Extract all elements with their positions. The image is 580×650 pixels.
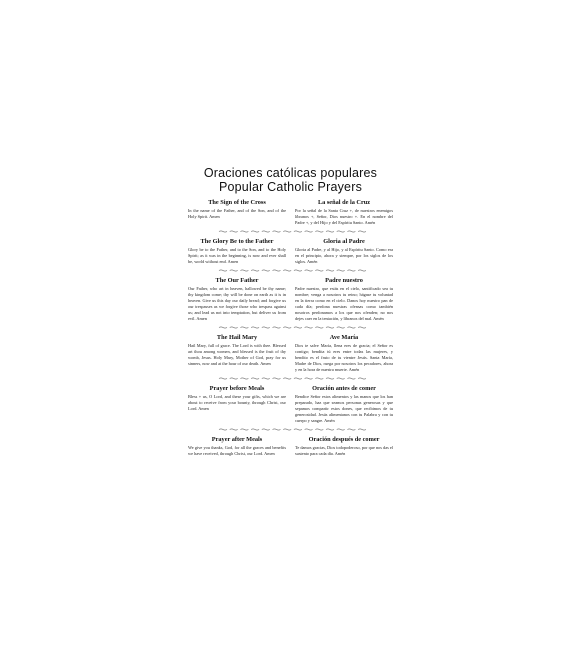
prayer-title-spanish: Gloria al Padre	[323, 238, 365, 245]
ornament-icon	[216, 230, 366, 233]
prayer-text-english: In the name of the Father, and of the Son, and of the Holy Spirit. Amen	[188, 208, 286, 219]
title-spanish: Oraciones católicas populares	[203, 166, 378, 180]
ornament-icon	[216, 377, 366, 380]
prayer-text-english: Hail Mary, full of grace. The Lord is with thee. Blessed art thou among women, and blessed is the fruit of thy womb, Jesus. Holy Mary, Mother of God, pray for us sinners, now and at the hour of our death. Amen	[188, 343, 286, 366]
prayer-text-english: Our Father, who art in heaven, hallowed be thy name; thy kingdom come; thy will be done on earth as it is in heaven. Give us this day our daily bread; and forgive us our trespasses as we forgive those who trespass against us; and lead us not into temptation, but deliver us from evil. Amen	[188, 286, 286, 321]
prayer-title-spanish: La señal de la Cruz	[317, 199, 371, 206]
prayer-section	[188, 277, 393, 322]
section-divider	[216, 326, 366, 329]
english-column	[188, 334, 286, 373]
prayer-text-spanish: Te damos gracias, Dios todopoderoso, por que nos das el sustento para cada día. Amén	[295, 445, 393, 456]
prayer-section	[188, 199, 393, 226]
prayer-title-english: The Our Father	[215, 277, 259, 284]
section-divider	[216, 428, 366, 431]
prayer-text-english: Bless + us, O Lord, and these your gifts, which we are about to receive from your bounty, through Christ, our Lord. Amen	[188, 394, 286, 411]
prayer-text-spanish: Bendice Señor estos alimentos y las manos que los han preparado, haz que seamos personas generosas y que sepamos compartir estos dones, que recibimos de tu generosidad. Jesús alimentanos con tu Palabra y con tu cuerpo y sangre. Amén	[295, 394, 393, 423]
spanish-column	[295, 238, 393, 265]
prayer-title-english: Prayer after Meals	[211, 436, 263, 443]
prayer-text-spanish: Gloria al Padre, y al Hijo, y al Espíritu Santo. Como era en el principio, ahora y siempre, por los siglos de los siglos. Amén	[295, 247, 393, 264]
ornament-icon	[216, 326, 366, 329]
section-divider	[216, 377, 366, 380]
spanish-column	[295, 385, 393, 424]
prayer-title-english: The Sign of the Cross	[208, 199, 266, 206]
english-column	[188, 436, 286, 457]
prayer-text-english: We give you thanks, God, for all the graces and benefits we have received, through Christ, our Lord. Amen	[188, 445, 286, 456]
prayer-section	[188, 436, 393, 457]
ornament-icon	[216, 428, 366, 431]
prayer-title-spanish: Padre nuestro	[325, 277, 363, 284]
prayer-title-english: Prayer before Meals	[209, 385, 265, 392]
prayer-text-spanish: Padre nuestro, que estás en el cielo, santificado sea tu nombre; venga a nosotros tu reino; hágase tu voluntad en la tierra como en el cielo. Danos hoy nuestro pan de cada día; perdona nuestras ofensas como también nosotros perdonamos a los que nos ofenden; no nos dejes caer en la tentación, y líbranos del mal. Amén	[295, 286, 393, 321]
spanish-column	[295, 436, 393, 457]
ornament-icon	[216, 269, 366, 272]
prayer-text-spanish: Dios te salve María, llena eres de gracia; el Señor es contigo; bendita tú eres entre todas las mujeres, y bendito es el fruto de tu vientre Jesús. Santa María, Madre de Dios, ruega por nosotros los pecadores, ahora y en la hora de nuestra muerte. Amén	[295, 343, 393, 372]
prayer-section	[188, 238, 393, 265]
title-english: Popular Catholic Prayers	[218, 180, 363, 194]
prayer-title-spanish: Oración después de comer	[308, 436, 380, 443]
english-column	[188, 385, 286, 424]
prayer-title-english: The Glory Be to the Father	[200, 238, 274, 245]
prayer-text-spanish: Por la señal de la Santa Cruz +, de nuestros enemigos líbranos +, Señor, Dios nuestro +. En el nombre del Padre +, y del Hijo y del Espíritu Santo. Amén	[295, 208, 393, 225]
spanish-column	[295, 277, 393, 322]
spanish-column	[295, 334, 393, 373]
english-column	[188, 199, 286, 226]
prayer-section	[188, 385, 393, 424]
prayer-title-spanish: Oración antes de comer	[312, 385, 376, 392]
section-divider	[216, 230, 366, 233]
prayer-text-english: Glory be to the Father, and to the Son, and to the Holy Spirit; as it was in the beginning, is now and ever shall be, world without end. Amen	[188, 247, 286, 264]
section-divider	[216, 269, 366, 272]
english-column	[188, 238, 286, 265]
document-title	[188, 166, 393, 194]
prayer-title-english: The Hail Mary	[216, 334, 258, 341]
prayer-title-spanish: Ave María	[329, 334, 359, 341]
prayer-list	[188, 199, 393, 457]
english-column	[188, 277, 286, 322]
prayer-sheet	[188, 166, 393, 457]
spanish-column	[295, 199, 393, 226]
prayer-section	[188, 334, 393, 373]
